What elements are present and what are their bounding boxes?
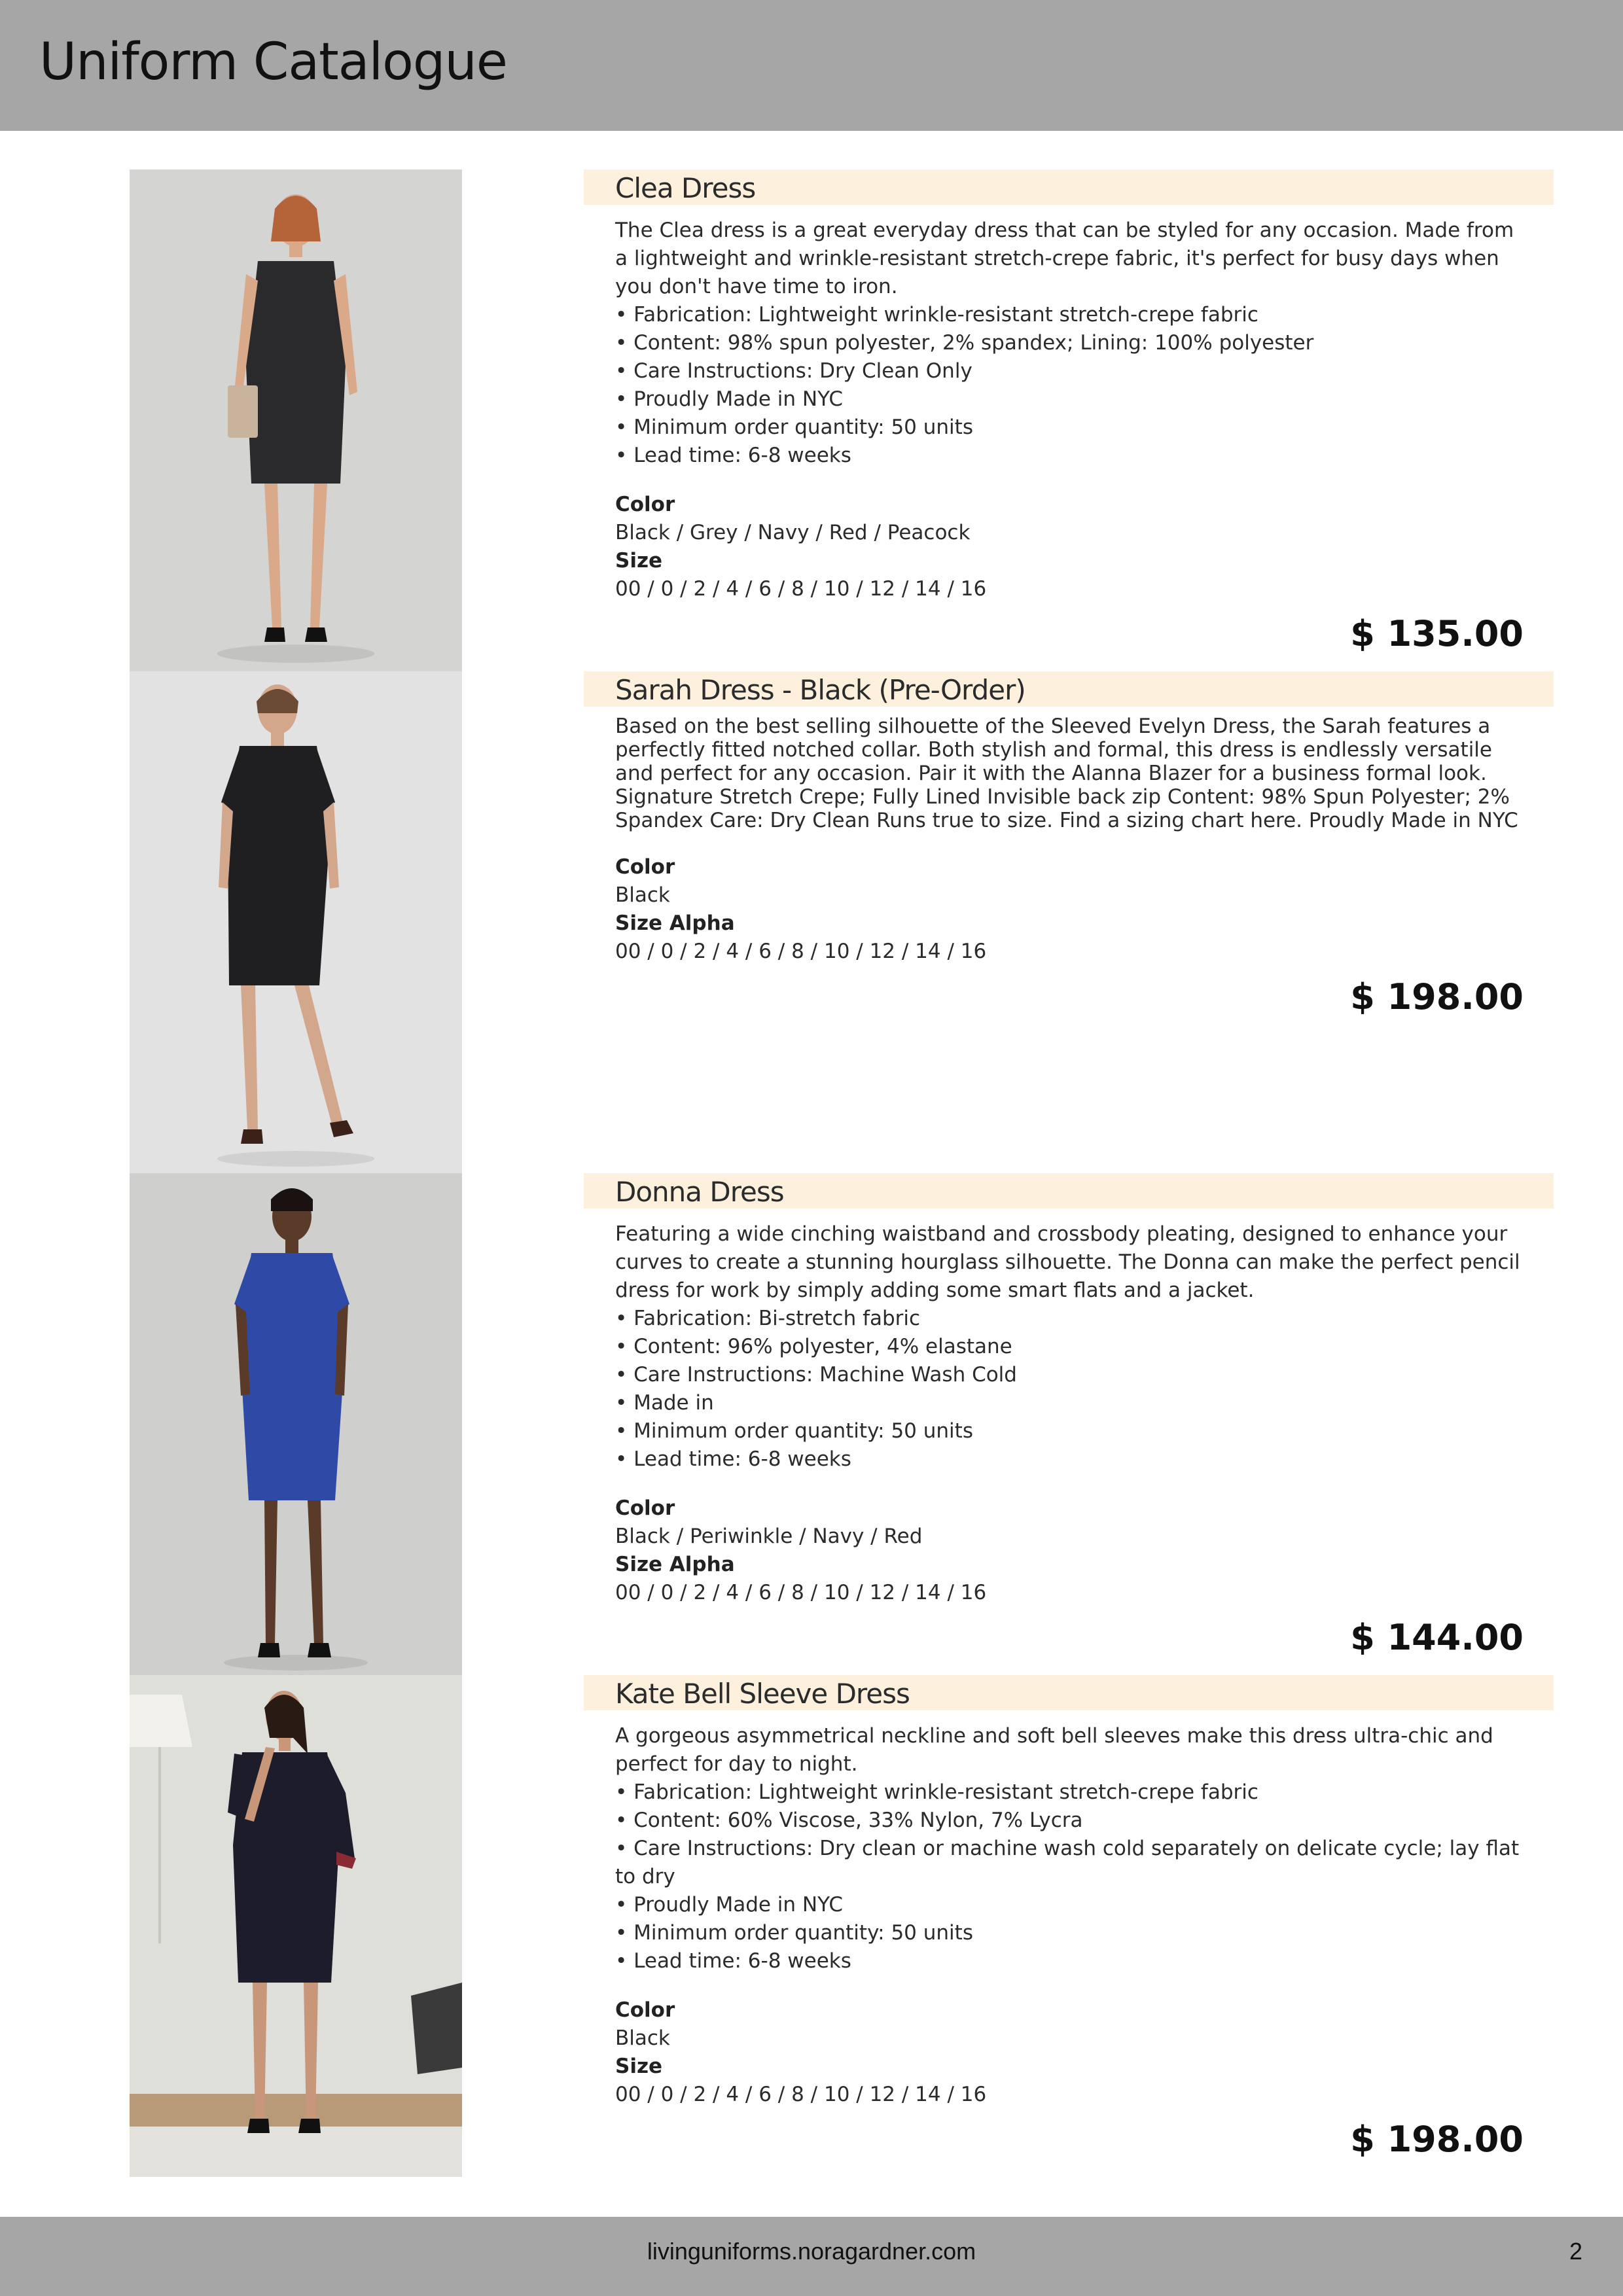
feature-item: • Content: 98% spun polyester, 2% spandex; Lining: 100% polyester (615, 331, 1314, 355)
size-values: 00 / 0 / 2 / 4 / 6 / 8 / 10 / 12 / 14 / 16 (615, 577, 987, 601)
product-photo (130, 1173, 462, 1675)
feature-item: • Lead time: 6-8 weeks (615, 1949, 851, 1973)
feature-item: • Content: 96% polyester, 4% elastane (615, 1335, 1012, 1358)
size-label: Size (615, 549, 663, 573)
size-values: 00 / 0 / 2 / 4 / 6 / 8 / 10 / 12 / 14 / 16 (615, 2083, 987, 2106)
color-values: Black / Grey / Navy / Red / Peacock (615, 521, 971, 544)
product-photo (130, 671, 462, 1173)
color-label: Color (615, 1496, 675, 1520)
page-header (0, 0, 1623, 131)
color-values: Black / Periwinkle / Navy / Red (615, 1525, 923, 1548)
product-title-bar (584, 671, 1554, 707)
product-kate (0, 1675, 1623, 2177)
product-price: $ 144.00 (1350, 1617, 1524, 1658)
product-details (615, 715, 1531, 966)
color-values: Black (615, 883, 670, 907)
product-photo (130, 1675, 462, 2177)
size-values: 00 / 0 / 2 / 4 / 6 / 8 / 10 / 12 / 14 / 16 (615, 940, 987, 963)
feature-item: • Proudly Made in NYC (615, 387, 843, 411)
feature-item: • Content: 60% Viscose, 33% Nylon, 7% Lycra (615, 1809, 1083, 1832)
color-label: Color (615, 855, 675, 879)
page-title: Uniform Catalogue (39, 33, 507, 92)
feature-item: • Minimum order quantity: 50 units (615, 1419, 973, 1443)
product-price: $ 135.00 (1350, 613, 1524, 654)
feature-item: • Fabrication: Lightweight wrinkle-resistant stretch-crepe fabric (615, 303, 1258, 327)
product-photo (130, 169, 462, 671)
feature-item: • Care Instructions: Dry Clean Only (615, 359, 972, 383)
feature-item: • Minimum order quantity: 50 units (615, 415, 973, 439)
feature-item: • Lead time: 6-8 weeks (615, 444, 851, 467)
product-title-bar (584, 1173, 1554, 1209)
size-label: Size Alpha (615, 1553, 735, 1576)
product-options (615, 853, 1531, 966)
product-title: Kate Bell Sleeve Dress (615, 1678, 910, 1710)
product-options (615, 491, 1531, 603)
dress-shape (228, 746, 330, 985)
product-details (615, 1220, 1531, 1607)
product-price: $ 198.00 (1350, 976, 1524, 1017)
product-sarah (0, 671, 1623, 1173)
size-label: Size Alpha (615, 911, 735, 935)
product-title: Sarah Dress - Black (Pre-Order) (615, 674, 1026, 706)
size-values: 00 / 0 / 2 / 4 / 6 / 8 / 10 / 12 / 14 / 16 (615, 1581, 987, 1604)
footer-url: livinguniforms.noragardner.com (647, 2238, 976, 2265)
color-label: Color (615, 1998, 675, 2022)
color-label: Color (615, 493, 675, 516)
page-number: 2 (1569, 2238, 1582, 2265)
feature-item: • Fabrication: Lightweight wrinkle-resistant stretch-crepe fabric (615, 1780, 1258, 1804)
product-description: The Clea dress is a great everyday dress that can be styled for any occasion. Made from a lightweight and wrinkle-resistant stretch-crepe fabric, it's perfect for busy days when you don't have time to iron. (615, 219, 1514, 298)
feature-item: • Fabrication: Bi-stretch fabric (615, 1307, 921, 1330)
product-donna (0, 1173, 1623, 1675)
feature-item: • Care Instructions: Machine Wash Cold (615, 1363, 1017, 1386)
product-options (615, 1996, 1531, 2109)
product-title-bar (584, 1675, 1554, 1710)
feature-item: • Minimum order quantity: 50 units (615, 1921, 973, 1945)
feature-item: • Made in (615, 1391, 714, 1415)
product-features (615, 301, 1531, 470)
size-label: Size (615, 2055, 663, 2078)
dress-shape (246, 261, 346, 484)
feature-item: • Care Instructions: Dry clean or machine wash cold separately on delicate cycle; lay flat to dry (615, 1837, 1520, 1888)
dress-shape (240, 1253, 346, 1500)
feature-item: • Proudly Made in NYC (615, 1893, 843, 1916)
product-description: Based on the best selling silhouette of the Sleeved Evelyn Dress, the Sarah features a perfectly fitted notched collar. Both stylish and formal, this dress is endlessly versatile and perfect for any occasion. Pair it with the Alanna Blazer for a business formal look. Signature Stretch Crepe; Fully Lined Invisible back zip Content: 98% Spun Polyester; 2% Spandex Care: Dry Clean Runs true to size. Find a sizing chart here. Proudly Made in NYC (615, 715, 1518, 832)
product-description: Featuring a wide cinching waistband and crossbody pleating, designed to enhance your curves to create a stunning hourglass silhouette. The Donna can make the perfect pencil dress for work by simply adding some smart flats and a jacket. (615, 1222, 1520, 1302)
product-features (615, 1778, 1531, 1975)
product-title: Clea Dress (615, 172, 756, 204)
product-description: A gorgeous asymmetrical neckline and soft bell sleeves make this dress ultra-chic and perfect for day to night. (615, 1724, 1493, 1776)
product-title: Donna Dress (615, 1176, 784, 1208)
product-details (615, 1722, 1531, 2109)
page-footer (0, 2217, 1623, 2296)
dress-shape (233, 1752, 339, 1983)
feature-item: • Lead time: 6-8 weeks (615, 1447, 851, 1471)
product-title-bar (584, 169, 1554, 205)
product-options (615, 1494, 1531, 1607)
product-clea (0, 169, 1623, 671)
product-details (615, 217, 1531, 603)
product-features (615, 1305, 1531, 1474)
product-price: $ 198.00 (1350, 2119, 1524, 2160)
color-values: Black (615, 2026, 670, 2050)
